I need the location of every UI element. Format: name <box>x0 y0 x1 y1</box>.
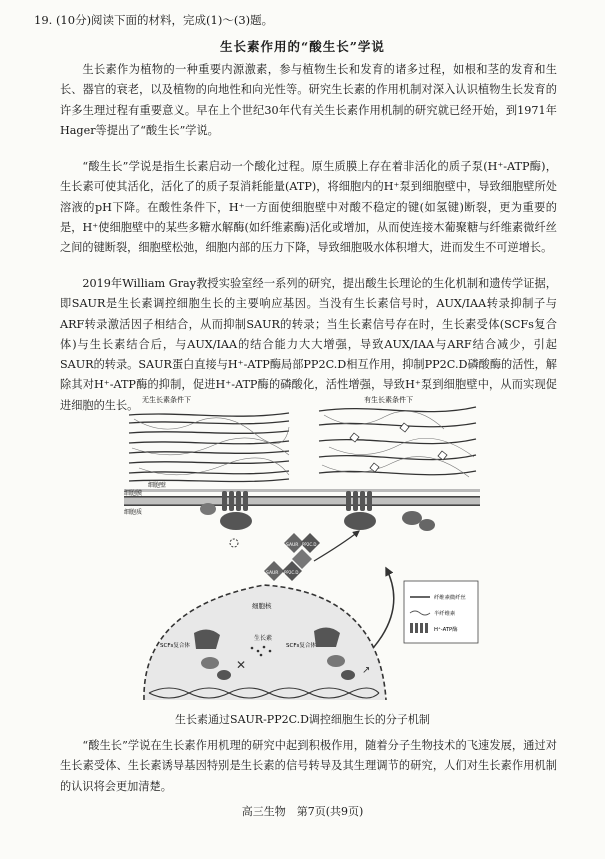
label-nucleus: 细胞核 <box>252 602 272 610</box>
saur-pp2cd-complex <box>284 533 320 569</box>
label-cell-wall: 细胞壁 <box>148 482 167 489</box>
nucleus <box>144 585 386 700</box>
label-saur-a: SAUR <box>286 543 299 548</box>
label-with-auxin: 有生长素条件下 <box>364 396 413 404</box>
label-saur-b: SAUR <box>266 571 279 576</box>
cell-wall-band <box>124 489 480 492</box>
arrow-icon: ↗ <box>362 665 371 676</box>
passage-paragraph-1 <box>60 60 557 141</box>
mechanism-figure <box>124 393 480 700</box>
legend-item: 纤维素微纤丝 <box>434 595 466 601</box>
saur-pp2cd-complex-2 <box>264 561 302 581</box>
label-pp2cd-a: PP2C.D <box>302 542 317 547</box>
paragraph-text: “酸生长”学说是指生长素启动一个酸化过程。原生质膜上存在着非活化的质子泵(H⁺-ATP酶)，生长素可使其活化，活化了的质子泵消耗能量(ATP)，将细胞内的H⁺泵到细胞壁中，导致细胞壁所处溶液的pH下降。在酸性条件下，H⁺一方面使细胞壁中对酸不稳定的键(如氢键)断裂，更为重要的是，H⁺使细胞壁中的某些多糖水解酶(如纤维素酶)活化或增加，从而使连接木葡聚糖与纤维素微纤丝之间的键断裂，细胞壁松弛，细胞内部的压力下降，导致细胞吸水体积增大，进而发生不可逆增长。 <box>60 160 557 255</box>
cell-wall-loose <box>319 407 476 475</box>
paragraph-text: “酸生长”学说在生长素作用机理的研究中起到积极作用，随着分子生物技术的飞速发展，通过对生长素受体、生长素诱导基因特别是生长素的信号转导及其生理调节的研究，人们对生长素作用机制的认识将会更加清楚。 <box>60 739 557 793</box>
label-cytoplasm: 细胞质 <box>124 509 143 516</box>
label-pp2cd-b: PP2C.D <box>284 570 299 575</box>
label-scf-left: SCFs复合体 <box>160 643 190 649</box>
page-footer: 高三生物 第7页(共9页) <box>241 805 364 818</box>
question-header: 19. (10分)阅读下面的材料，完成(1)～(3)题。 <box>34 13 274 27</box>
label-no-auxin: 无生长素条件下 <box>142 396 191 404</box>
paragraph-text: 生长素作为植物的一种重要内源激素，参与植物生长和发育的诸多过程，如根和茎的发育和生长、器官的衰老，以及植物的向地性和向光性等。研究生长素的作用机制对深入认识植物生长发育的许多生理过程有重要意义。早在上个世纪30年代有关生长素作用机制的研究就已经开始，到1971年Hager等提出了“酸生长”学说。 <box>60 63 557 137</box>
cell-membrane <box>124 497 480 505</box>
paragraph-text: 2019年William Gray教授实验室经一系列的研究，提出酸生长理论的生化机制和遗传学证据，即SAUR是生长素调控细胞生长的主要响应基因。当没有生长素信号时，AUX/IAA转录抑制子与ARF转录激活因子相结合，从而抑制SAUR的转录；当生长素信号存在时，生长素受体(SCFs复合体)与生长素结合后，与AUX/IAA的结合能力大大增强，导致AUX/IAA与ARF结合减少，引起SAUR的转录。SAUR蛋白直接与H⁺-ATP酶局部PP2C.D相互作用，抑制PP2C.D磷酸酶的活性，解除其对H⁺-ATP酶的抑制，促进H⁺-ATP酶的磷酸化，活性增强，导致H⁺泵到细胞壁中，从而实现促进细胞的生长。 <box>60 277 557 412</box>
mechanism-diagram <box>124 393 480 700</box>
label-cell-membrane: 细胞膜 <box>124 490 143 497</box>
label-auxin: 生长素 <box>254 635 273 642</box>
legend <box>404 581 478 643</box>
label-scf-right: SCFs复合体 <box>286 643 316 649</box>
legend-item: 半纤维素 <box>434 611 456 617</box>
proton-pump-right <box>344 491 376 530</box>
figure-caption: 生长素通过SAUR-PP2C.D调控细胞生长的分子机制 <box>175 713 430 726</box>
legend-item: H⁺-ATP酶 <box>434 627 458 633</box>
cross-mark-icon: ✕ <box>236 658 247 672</box>
passage-title: 生长素作用的“酸生长”学说 <box>220 39 385 54</box>
passage-paragraph-4 <box>60 736 557 797</box>
passage-paragraph-2 <box>60 157 557 258</box>
